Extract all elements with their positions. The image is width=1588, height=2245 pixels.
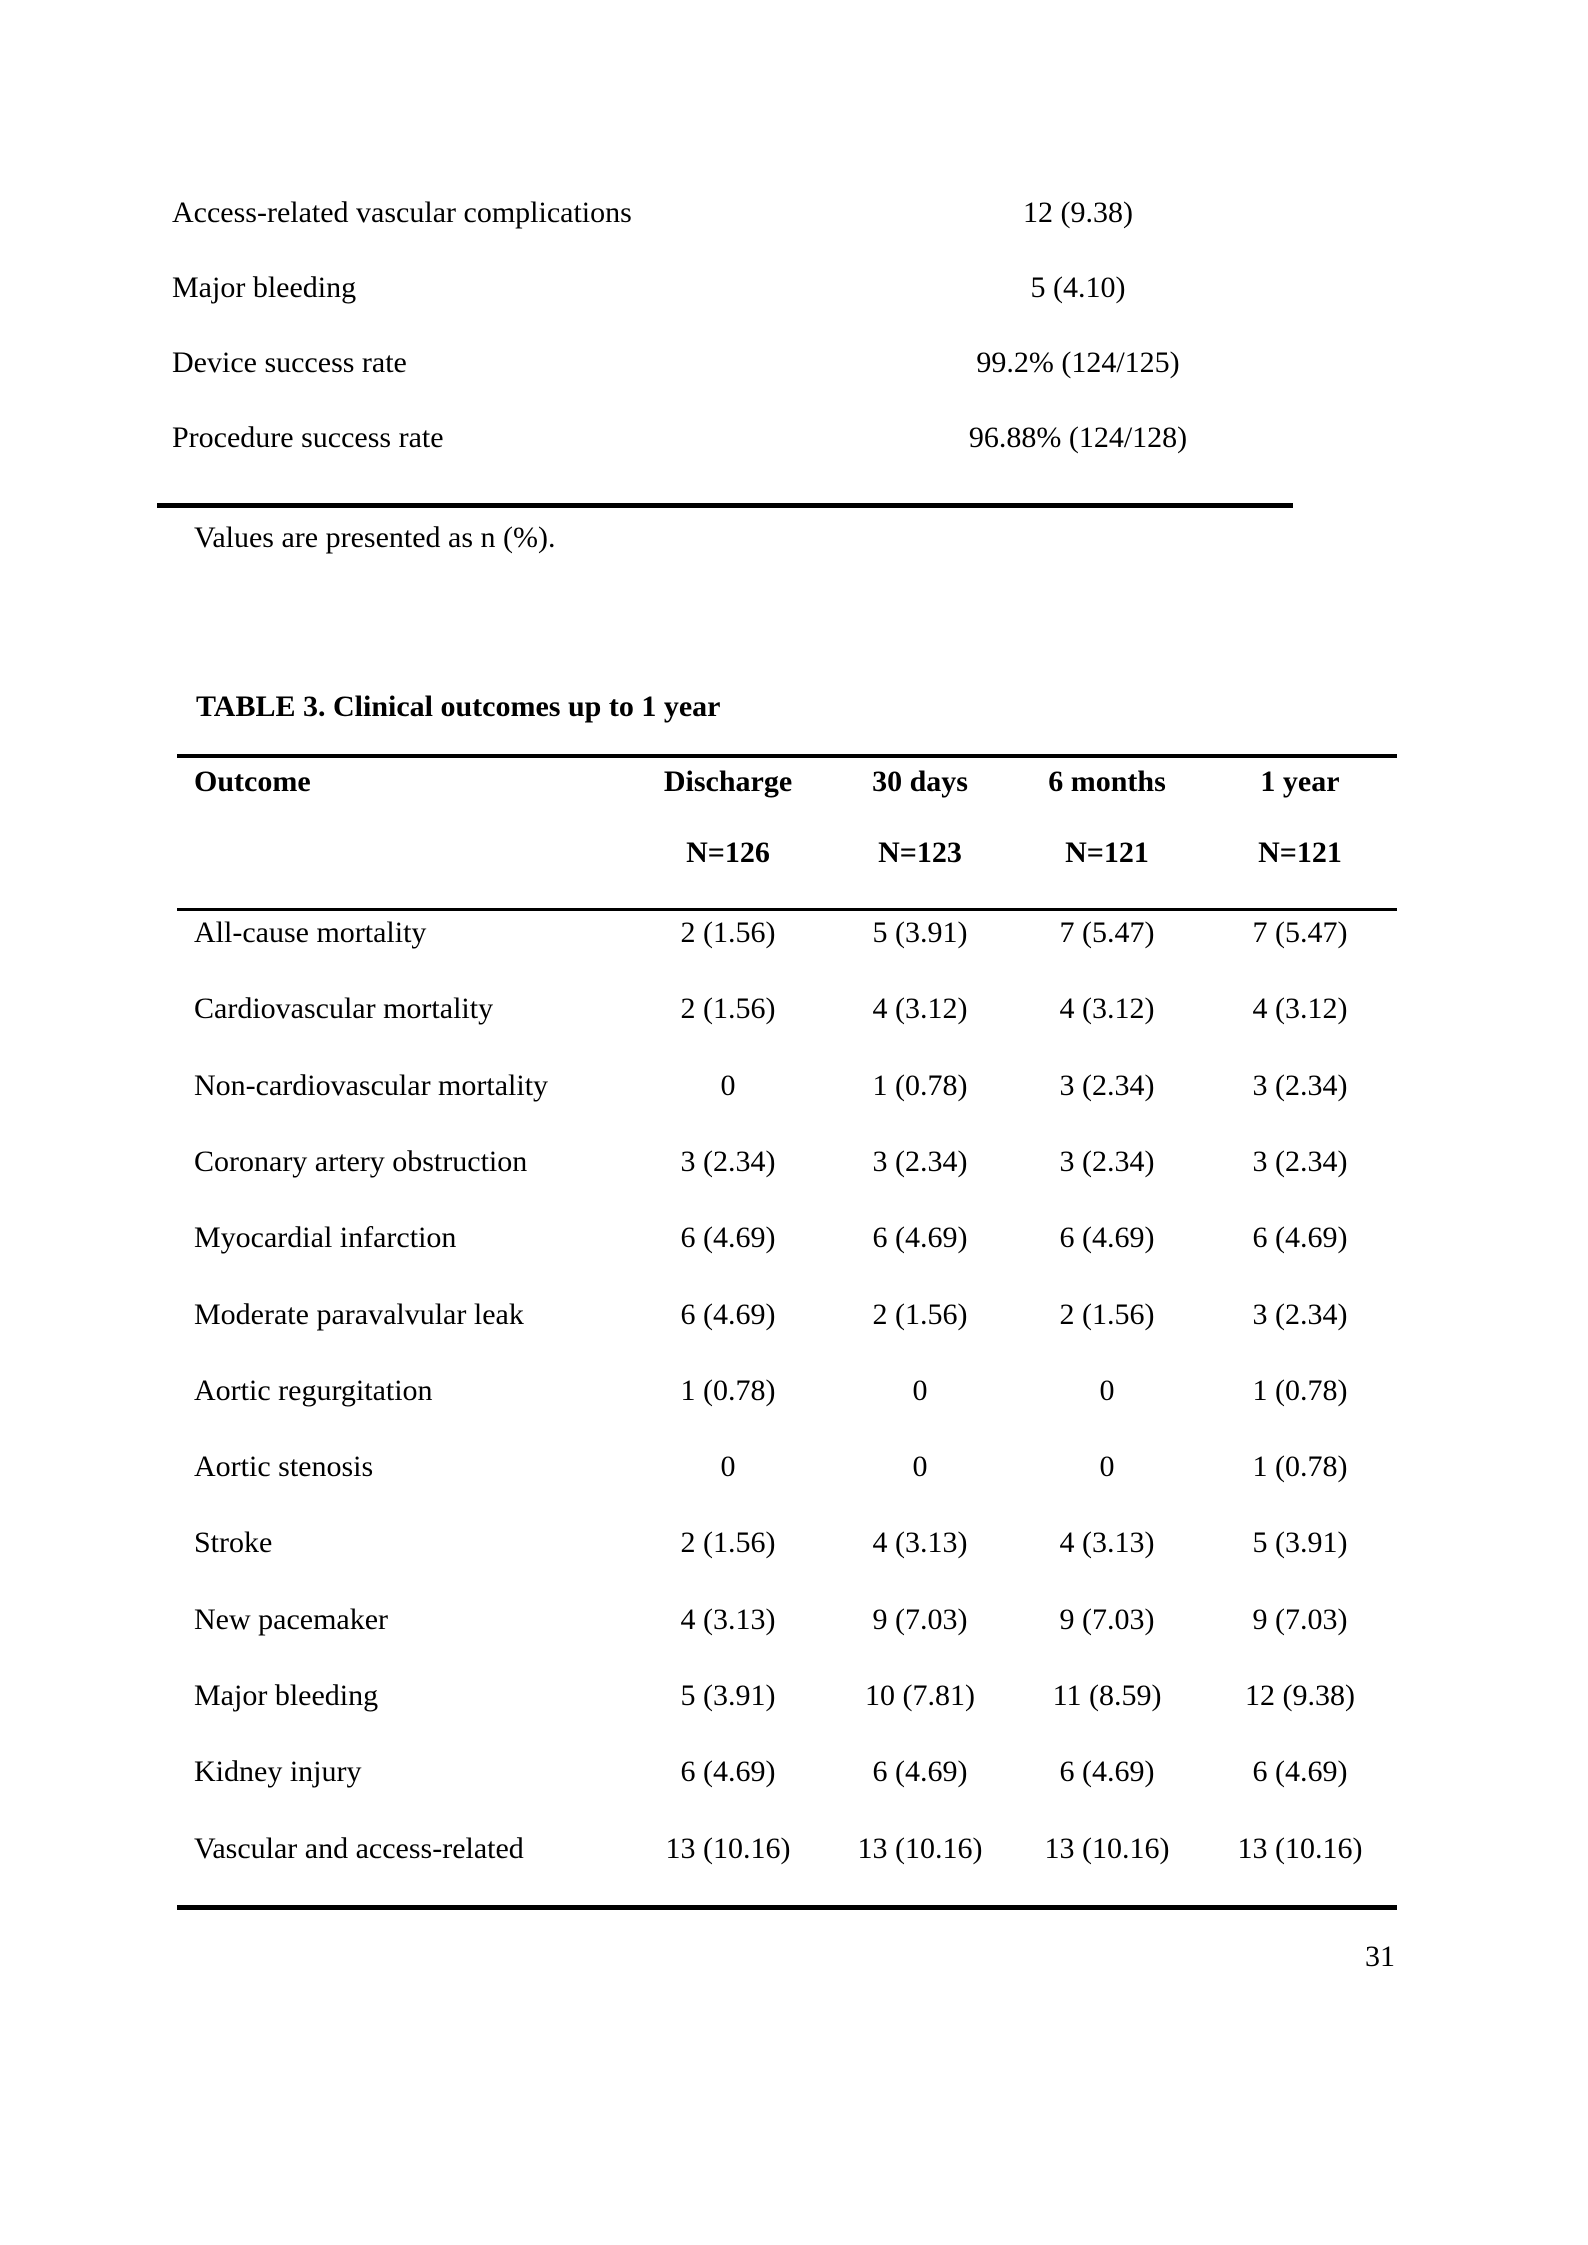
value-cell: 6 (4.69) — [872, 1221, 968, 1254]
value-cell: 3 (2.34) — [1252, 1145, 1348, 1178]
value-cell: 1 (0.78) — [1252, 1450, 1348, 1483]
column-header-outcome: Outcome — [194, 765, 311, 798]
table2-bottom-rule — [157, 503, 1293, 508]
table3-top-rule — [177, 754, 1397, 758]
value-cell: 3 (2.34) — [1059, 1069, 1155, 1102]
outcome-label: All-cause mortality — [194, 916, 427, 949]
table3-header-subrow — [0, 833, 1588, 873]
value-cell: 10 (7.81) — [865, 1679, 975, 1712]
value-cell: 4 (3.13) — [872, 1526, 968, 1559]
table-row — [0, 1447, 1588, 1487]
value-cell: 9 (7.03) — [1059, 1603, 1155, 1636]
value-cell: 6 (4.69) — [1252, 1755, 1348, 1788]
value-cell: 0 — [912, 1450, 928, 1483]
value-cell: 13 (10.16) — [1237, 1832, 1363, 1865]
outcome-label: Vascular and access-related — [194, 1832, 524, 1865]
table-row — [0, 1295, 1588, 1335]
value-cell: 4 (3.12) — [1252, 992, 1348, 1025]
value-cell: 5 (3.91) — [680, 1679, 776, 1712]
table-row — [0, 1676, 1588, 1716]
table-row — [0, 1600, 1588, 1640]
value-cell: 2 (1.56) — [1059, 1298, 1155, 1331]
value-cell: 3 (2.34) — [1252, 1298, 1348, 1331]
outcome-label: Access-related vascular complications — [172, 196, 632, 229]
column-header-1year: 1 year — [1260, 765, 1340, 798]
value-cell: 12 (9.38) — [1245, 1679, 1355, 1712]
table-row — [0, 989, 1588, 1029]
outcome-label: Coronary artery obstruction — [194, 1145, 528, 1178]
value-cell: 5 (3.91) — [872, 916, 968, 949]
column-n-1year: N=121 — [1258, 836, 1342, 869]
value-cell: 2 (1.56) — [872, 1298, 968, 1331]
table-row — [0, 268, 1588, 308]
value-cell: 1 (0.78) — [1252, 1374, 1348, 1407]
value-cell: 7 (5.47) — [1059, 916, 1155, 949]
table-row — [0, 1066, 1588, 1106]
value-cell: 6 (4.69) — [1059, 1755, 1155, 1788]
outcome-label: Device success rate — [172, 346, 407, 379]
value-cell: 13 (10.16) — [857, 1832, 983, 1865]
table-row — [0, 1523, 1588, 1563]
outcome-label: Myocardial infarction — [194, 1221, 457, 1254]
value-cell: 2 (1.56) — [680, 992, 776, 1025]
table-row — [0, 913, 1588, 953]
column-header-6months: 6 months — [1048, 765, 1166, 798]
value-cell: 2 (1.56) — [680, 916, 776, 949]
table-row — [0, 1829, 1588, 1869]
value-cell: 3 (2.34) — [1252, 1069, 1348, 1102]
value-cell: 13 (10.16) — [665, 1832, 791, 1865]
value-cell: 0 — [1099, 1450, 1115, 1483]
value-cell: 1 (0.78) — [680, 1374, 776, 1407]
value-cell: 1 (0.78) — [872, 1069, 968, 1102]
column-header-30days: 30 days — [872, 765, 968, 798]
value-cell: 99.2% (124/125) — [976, 346, 1180, 379]
value-cell: 3 (2.34) — [872, 1145, 968, 1178]
table3-header-row — [0, 762, 1588, 802]
outcome-label: Kidney injury — [194, 1755, 362, 1788]
table3-title: TABLE 3. Clinical outcomes up to 1 year — [196, 690, 721, 723]
value-cell: 4 (3.12) — [872, 992, 968, 1025]
value-cell: 12 (9.38) — [1023, 196, 1133, 229]
outcome-label: Moderate paravalvular leak — [194, 1298, 524, 1331]
value-cell: 0 — [1099, 1374, 1115, 1407]
value-cell: 9 (7.03) — [872, 1603, 968, 1636]
value-cell: 11 (8.59) — [1052, 1679, 1162, 1712]
column-header-discharge: Discharge — [663, 765, 793, 798]
table-row — [0, 343, 1588, 383]
page-number: 31 — [1365, 1940, 1395, 1973]
value-cell: 6 (4.69) — [680, 1221, 776, 1254]
value-cell: 6 (4.69) — [872, 1755, 968, 1788]
table-row — [0, 1371, 1588, 1411]
outcome-label: New pacemaker — [194, 1603, 389, 1636]
column-n-30days: N=123 — [878, 836, 962, 869]
value-cell: 3 (2.34) — [1059, 1145, 1155, 1178]
outcome-label: Procedure success rate — [172, 421, 444, 454]
value-cell: 4 (3.13) — [680, 1603, 776, 1636]
value-cell: 5 (4.10) — [1030, 271, 1126, 304]
outcome-label: Non-cardiovascular mortality — [194, 1069, 549, 1102]
outcome-label: Major bleeding — [194, 1679, 379, 1712]
outcome-label: Aortic stenosis — [194, 1450, 374, 1483]
table-row — [0, 193, 1588, 233]
column-n-discharge: N=126 — [686, 836, 770, 869]
table-row — [0, 1218, 1588, 1258]
value-cell: 0 — [720, 1450, 736, 1483]
table-row — [0, 418, 1588, 458]
table3-bottom-rule — [177, 1905, 1397, 1910]
outcome-label: Stroke — [194, 1526, 273, 1559]
value-cell: 6 (4.69) — [680, 1755, 776, 1788]
value-cell: 9 (7.03) — [1252, 1603, 1348, 1636]
table-row — [0, 1142, 1588, 1182]
value-cell: 6 (4.69) — [1059, 1221, 1155, 1254]
value-cell: 2 (1.56) — [680, 1526, 776, 1559]
outcome-label: Major bleeding — [172, 271, 357, 304]
table2-footnote: Values are presented as n (%). — [194, 521, 556, 554]
value-cell: 5 (3.91) — [1252, 1526, 1348, 1559]
value-cell: 4 (3.12) — [1059, 992, 1155, 1025]
value-cell: 6 (4.69) — [1252, 1221, 1348, 1254]
value-cell: 0 — [720, 1069, 736, 1102]
value-cell: 13 (10.16) — [1044, 1832, 1170, 1865]
value-cell: 4 (3.13) — [1059, 1526, 1155, 1559]
column-n-6months: N=121 — [1065, 836, 1149, 869]
table-row — [0, 1752, 1588, 1792]
value-cell: 3 (2.34) — [680, 1145, 776, 1178]
value-cell: 7 (5.47) — [1252, 916, 1348, 949]
value-cell: 96.88% (124/128) — [968, 421, 1188, 454]
outcome-label: Cardiovascular mortality — [194, 992, 494, 1025]
value-cell: 0 — [912, 1374, 928, 1407]
outcome-label: Aortic regurgitation — [194, 1374, 433, 1407]
table3-header-rule — [177, 908, 1397, 911]
value-cell: 6 (4.69) — [680, 1298, 776, 1331]
